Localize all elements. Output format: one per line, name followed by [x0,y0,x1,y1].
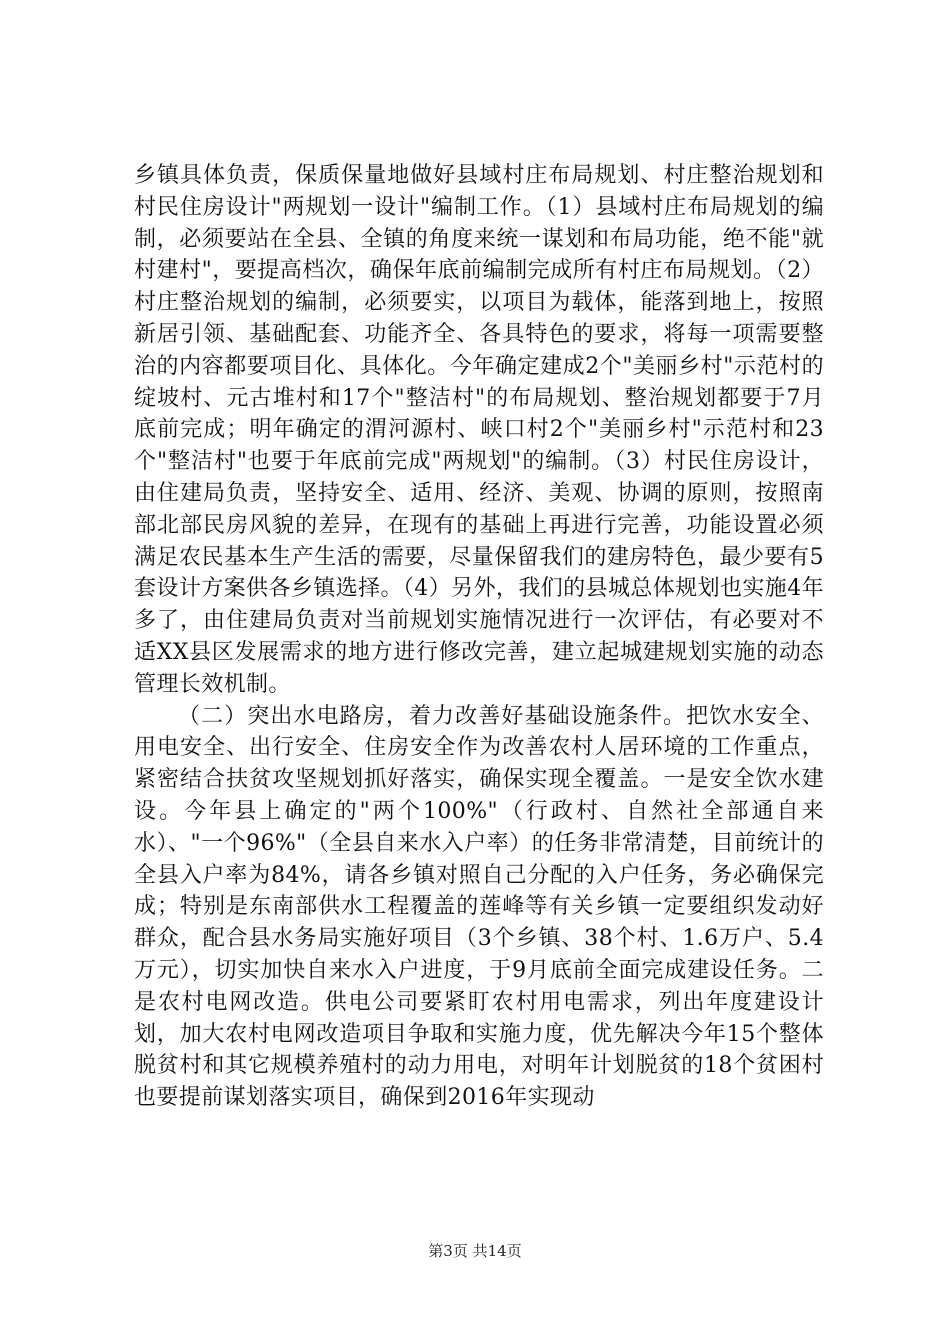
paragraph-infrastructure: （二）突出水电路房，着力改善好基础设施条件。把饮水安全、用电安全、出行安全、住房安全作为改善农村人居环境的工作重点，紧密结合扶贫攻坚规划抓好落实，确保实现全覆盖。一是安全饮水建设。今年县上确定的"两个100%"（行政村、自然社全部通自来水）、"一个96%"（全县自来水入户率）的任务非常清楚，目前统计的全县入户率为84%，请各乡镇对照自己分配的入户任务，务必确保完成；特别是东南部供水工程覆盖的莲峰等有关乡镇一定要组织发动好群众，配合县水务局实施好项目（3个乡镇、38个村、1.6万户、5.4万元），切实加快自来水入户进度，于9月底前全面完成建设任务。二是农村电网改造。供电公司要紧盯农村用电需求，列出年度建设计划，加大农村电网改造项目争取和实施力度，优先解决今年15个整体脱贫村和其它规模养殖村的动力用电，对明年计划脱贫的18个贫困村也要提前谋划落实项目，确保到2016年实现动 [134,703,824,1111]
document-body [134,160,824,1114]
paragraph-planning: 乡镇具体负责，保质保量地做好县域村庄布局规划、村庄整治规划和村民住房设计"两规划一设计"编制工作。（1）县域村庄布局规划的编制，必须要站在全县、全镇的角度来统一谋划和布局功能，绝不能"就村建村"，要提高档次，确保年底前编制完成所有村庄布局规划。（2）村庄整治规划的编制，必须要实，以项目为载体，能落到地上，按照新居引领、基础配套、功能齐全、各具特色的要求，将每一项需要整治的内容都要项目化、具体化。今年确定建成2个"美丽乡村"示范村的绽坡村、元古堆村和17个"整洁村"的布局规划、整治规划都要于7月底前完成；明年确定的渭河源村、峡口村2个"美丽乡村"示范村和23个"整洁村"也要于年底前完成"两规划"的编制。（3）村民住房设计，由住建局负责，坚持安全、适用、经济、美观、协调的原则，按照南部北部民房风貌的差异，在现有的基础上再进行完善，功能设置必须满足农民基本生产生活的需要，尽量保留我们的建房特色，最少要有5套设计方案供各乡镇选择。（4）另外，我们的县城总体规划也实施4年多了，由住建局负责对当前规划实施情况进行一次评估，有必要对不适XX县区发展需求的地方进行修改完善，建立起城建规划实施的动态管理长效机制。 [134,163,824,697]
page-footer: 第3页 共14页 [428,1242,522,1260]
